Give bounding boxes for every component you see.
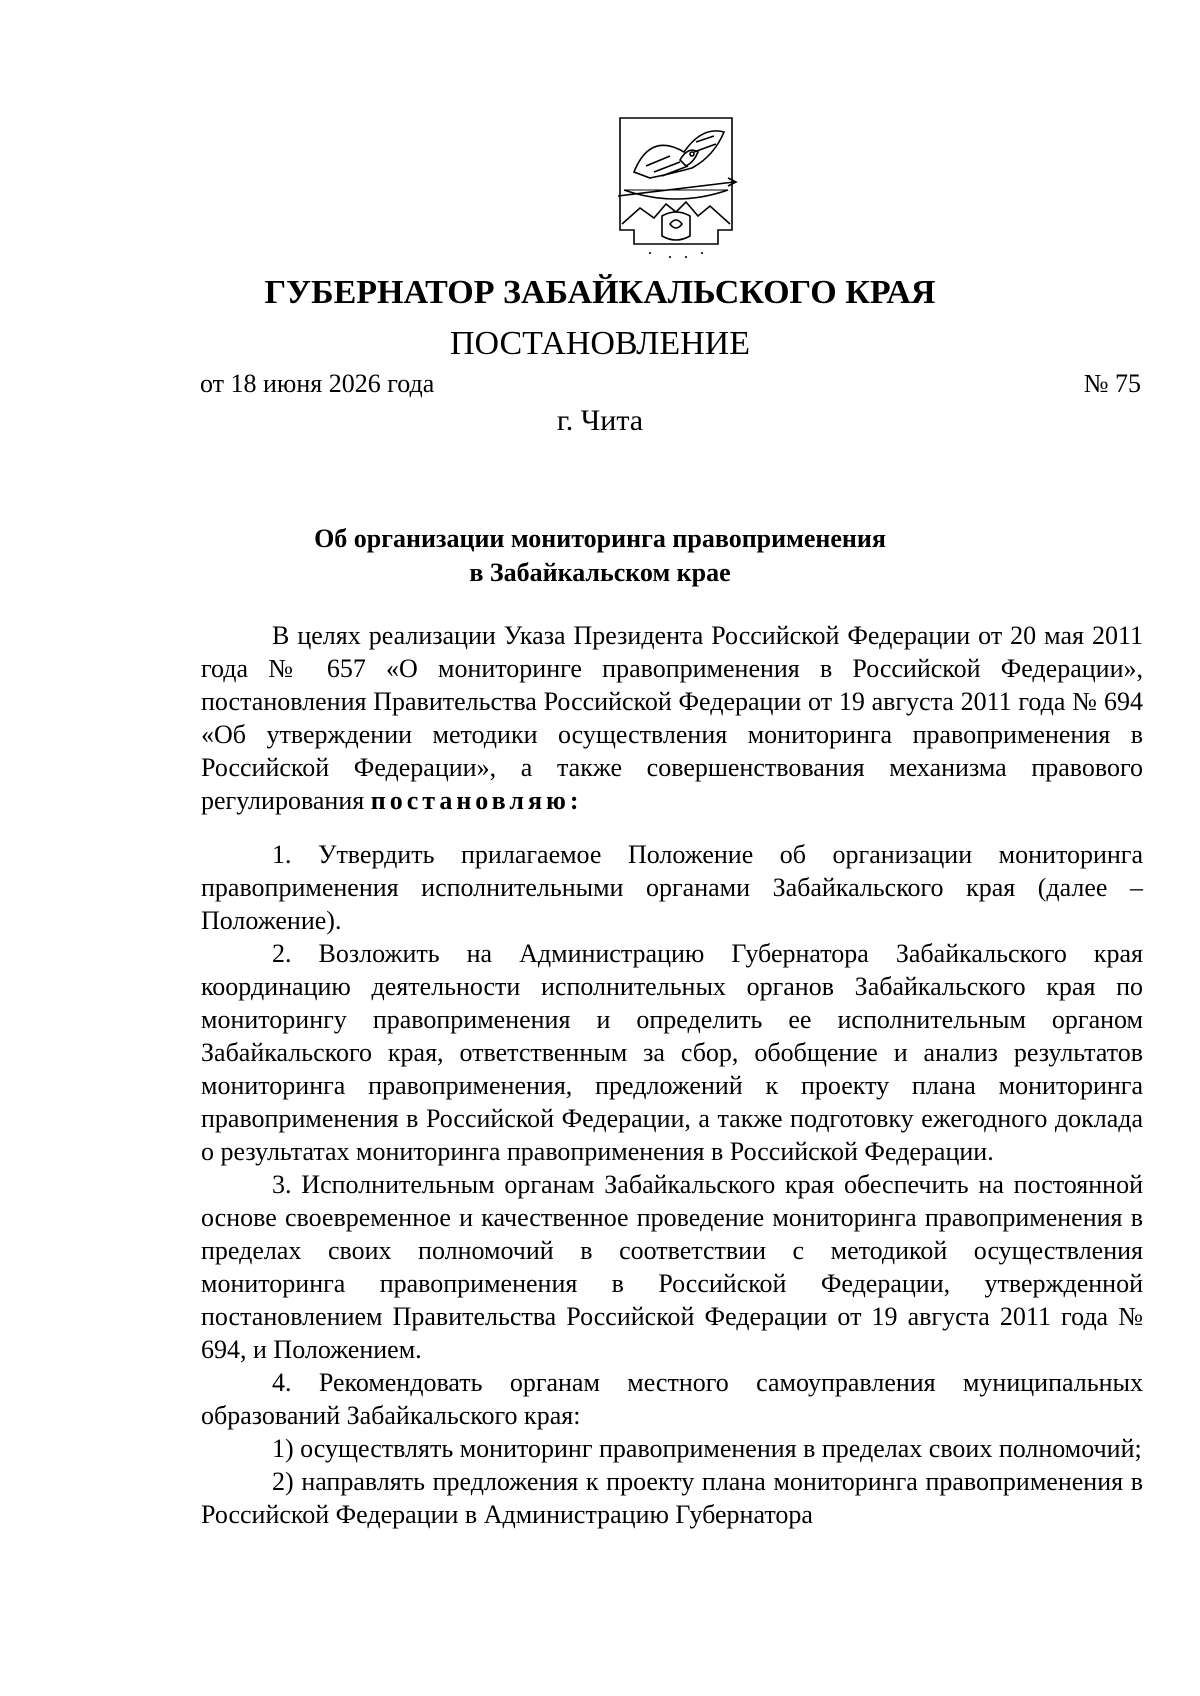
decree-word: постановляю:: [370, 786, 583, 815]
preamble-paragraph: [201, 619, 1143, 817]
clause-3: 3. Исполнительным органам Забайкальского края обеспечить на постоянной основе своевременное и качественное проведение мониторинга правоприменения в пределах своих полномочий в соответствии с методикой осуществления мониторинга правоприменения в Российской Федерации, утвержденной постановлением Правительства Российской Федерации от 19 августа 2011 года № 694, и Положением.: [201, 1170, 1143, 1364]
clause-1: 1. Утвердить прилагаемое Положение об организации мониторинга правоприменения исполнительными органами Забайкальского края (далее – Положение).: [201, 840, 1143, 935]
document-body: [201, 619, 1143, 1531]
document-city: г. Чита: [556, 404, 644, 437]
clause-4: 4. Рекомендовать органам местного самоуправления муниципальных образований Забайкальского края:: [201, 1368, 1143, 1430]
subject-line-1: Об организации мониторинга правоприменения: [314, 524, 886, 553]
document-date: от 18 июня 2026 года: [200, 369, 435, 398]
coat-of-arms-emblem-icon: [610, 112, 742, 262]
document-subject: [0, 522, 1200, 590]
subject-line-2: в Забайкальском крае: [469, 558, 731, 587]
subclause-4-1: 1) осуществлять мониторинг правоприменения в пределах своих полномочий;: [272, 1434, 1142, 1463]
document-type-title: ПОСТАНОВЛЕНИЕ: [449, 325, 751, 362]
subclause-4-2: 2) направлять предложения к проекту плана мониторинга правоприменения в Российской Федерации в Администрацию Губернатора: [201, 1467, 1143, 1529]
document-number: № 75: [1083, 369, 1141, 398]
issuing-authority-title: ГУБЕРНАТОР ЗАБАЙКАЛЬСКОГО КРАЯ: [264, 274, 936, 311]
clause-2: 2. Возложить на Администрацию Губернатора Забайкальского края координацию деятельности исполнительных органов Забайкальского края по мониторингу правоприменения и определить ее исполнительным органом Забайкальского края, ответственным за сбор, обобщение и анализ результатов мониторинга правоприменения, предложений к проекту плана мониторинга правоприменения в Российской Федерации, а также подготовку ежегодного доклада о результатах мониторинга правоприменения в Российской Федерации.: [201, 939, 1143, 1166]
preamble-text: В целях реализации Указа Президента Российской Федерации от 20 мая 2011 года № 657 «О мониторинге правоприменения в Российской Федерации», постановления Правительства Российской Федерации от 19 августа 2011 года № 694 «Об утверждении методики осуществления мониторинга правоприменения в Российской Федерации», а также совершенствования механизма правового регулирования: [201, 621, 1143, 815]
